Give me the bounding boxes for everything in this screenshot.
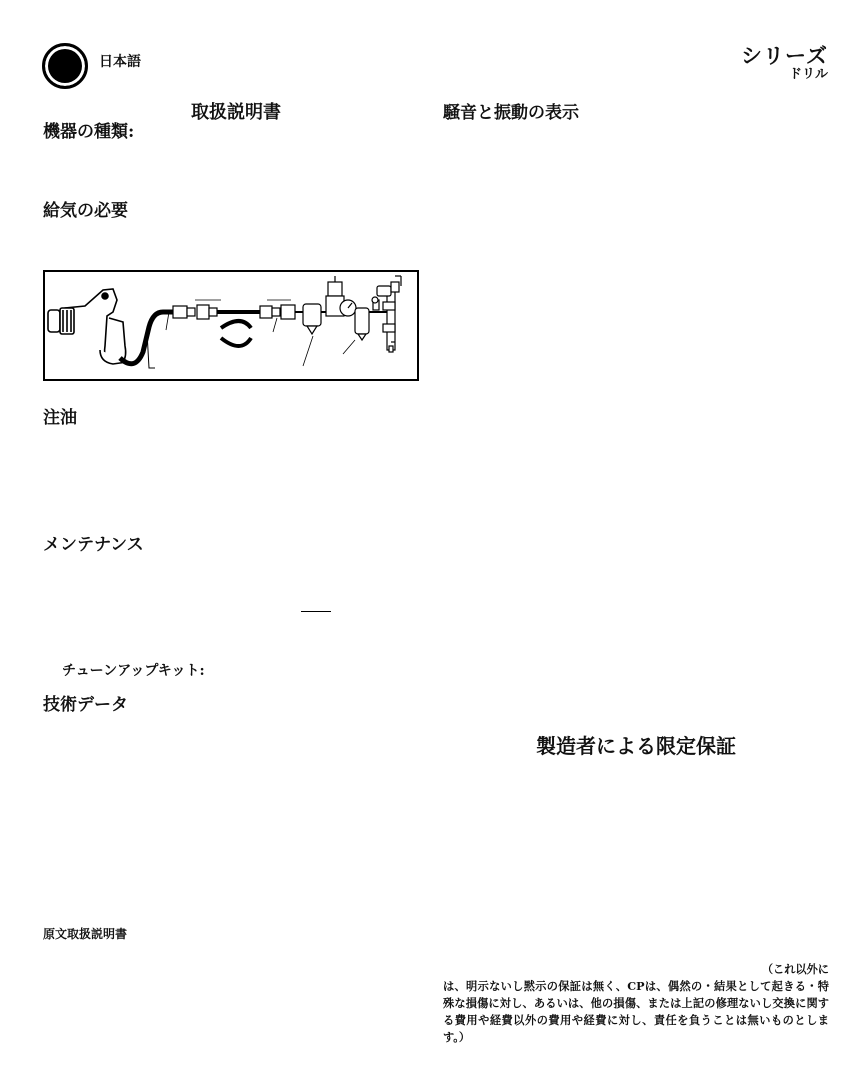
air-supply-heading: 給気の必要 [43,201,128,221]
disclaimer-line-1: （これ以外に [761,962,829,976]
disclaimer-body: は、明示ないし黙示の保証は無く、CPは、偶然の・結果として起きる・特殊な損傷に対し、あるいは、他の損傷、または上記の修理ないし交換に関する費用や経費以外の費用や経費に対し、責任を負うことは無いものとします。） [443,979,829,1044]
series-title: シリーズ [741,43,828,68]
maintenance-heading: メンテナンス [43,535,144,555]
language-badge-icon [42,43,88,89]
original-instructions-label: 原文取扱説明書 [43,927,128,941]
warranty-disclaimer [443,961,829,1046]
air-supply-diagram [43,270,419,381]
language-label: 日本語 [99,54,141,70]
warranty-heading: 製造者による限定保証 [536,734,736,758]
drill-tool-drawing [48,289,127,364]
filter-regulator-drawing [295,276,401,352]
technical-data-heading: 技術データ [43,695,128,715]
tune-up-kit-label: チューンアップキット: [62,663,205,679]
lubrication-heading: 注油 [43,408,77,428]
equipment-type-heading: 機器の種類: [43,122,135,142]
underline-mark [301,611,331,612]
noise-vibration-heading: 騒音と振動の表示 [443,103,579,123]
manual-title: 取扱説明書 [191,102,281,123]
air-line-illustration [45,272,417,379]
product-type: ドリル [788,67,828,82]
coupling-drawing [173,305,295,319]
